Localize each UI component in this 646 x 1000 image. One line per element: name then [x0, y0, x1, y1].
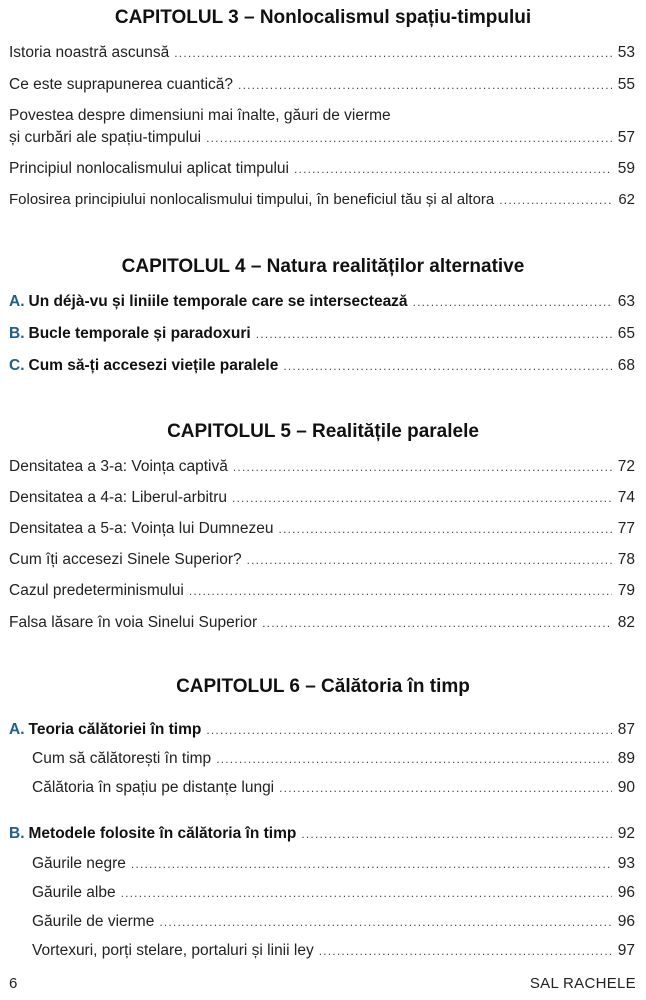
dot-leader — [247, 549, 612, 571]
toc-entry — [32, 940, 635, 962]
entry-title: Cum să-ți accesezi viețile paralele — [28, 357, 279, 374]
entry-title: Găurile albe — [32, 884, 116, 901]
dot-leader — [279, 518, 612, 540]
toc-entry — [9, 456, 635, 478]
dot-leader — [262, 612, 612, 634]
dot-leader — [283, 355, 611, 377]
entry-title: Istoria noastră ascunsă — [9, 44, 170, 61]
toc-entry — [9, 518, 635, 540]
chapter-5-title: CAPITOLUL 5 – Realitățile paralele — [167, 421, 479, 442]
dot-leader — [238, 74, 612, 96]
entry-title: Vortexuri, porți stelare, portaluri și linii ley — [32, 942, 314, 959]
entry-title: Falsa lăsare în voia Sinelui Superior — [9, 614, 258, 631]
entry-title: Teoria călătoriei în timp — [28, 721, 202, 738]
dot-leader — [294, 158, 612, 180]
toc-entry — [9, 189, 635, 211]
entry-title: Densitatea a 3-a: Voința captivă — [9, 458, 228, 475]
dot-leader — [216, 748, 612, 770]
dot-leader — [413, 291, 612, 313]
dot-leader — [319, 940, 612, 962]
entry-page-number: 96 — [617, 913, 635, 930]
footer-page-number: 6 — [9, 975, 18, 992]
dot-leader — [233, 456, 612, 478]
entry-title: Cum să călătorești în timp — [32, 750, 212, 767]
entry-page-number: 53 — [617, 44, 635, 61]
entry-page-number: 59 — [617, 160, 635, 177]
toc-entry — [9, 612, 635, 634]
section-letter: B. — [9, 825, 25, 842]
toc-entry — [9, 42, 635, 64]
chapter-3-title: CAPITOLUL 3 – Nonlocalismul spațiu-timpului — [114, 7, 532, 28]
entry-page-number: 57 — [617, 129, 635, 146]
entry-title: Un déjà-vu și liniile temporale care se intersectează — [28, 293, 408, 310]
toc-entry — [32, 777, 635, 799]
dot-leader — [499, 189, 612, 211]
toc-entry — [32, 911, 635, 933]
entry-title: Principiul nonlocalismului aplicat timpului — [9, 160, 289, 177]
entry-title: și curbări ale spațiu-timpului — [9, 129, 202, 146]
dot-leader — [121, 882, 612, 904]
entry-page-number: 79 — [617, 582, 635, 599]
entry-page-number: 96 — [617, 884, 635, 901]
entry-page-number: 97 — [617, 942, 635, 959]
entry-page-number: 63 — [617, 293, 635, 310]
chapter-4-title: CAPITOLUL 4 – Natura realităților alternative — [121, 256, 525, 277]
toc-entry — [9, 719, 635, 741]
entry-page-number: 90 — [617, 779, 635, 796]
section-letter: A. — [9, 721, 25, 738]
dot-leader — [279, 777, 612, 799]
entry-title: Găurile negre — [32, 855, 126, 872]
toc-entry — [9, 355, 635, 377]
entry-title: Cum îți accesezi Sinele Superior? — [9, 551, 242, 568]
dot-leader — [174, 42, 611, 64]
toc-entry — [9, 323, 635, 345]
entry-title-line-1: Povestea despre dimensiuni mai înalte, găuri de vierme — [9, 107, 391, 124]
section-letter: B. — [9, 325, 25, 342]
dot-leader — [131, 853, 612, 875]
entry-title: Găurile de vierme — [32, 913, 155, 930]
entry-title: Densitatea a 5-a: Voința lui Dumnezeu — [9, 520, 274, 537]
entry-page-number: 74 — [617, 489, 635, 506]
entry-title: Cazul predeterminismului — [9, 582, 184, 599]
toc-entry — [9, 487, 635, 509]
footer-author: SAL RACHELE — [529, 975, 636, 992]
dot-leader — [159, 911, 611, 933]
chapter-6-title: CAPITOLUL 6 – Călătoria în timp — [176, 676, 470, 697]
entry-page-number: 77 — [617, 520, 635, 537]
dot-leader — [189, 580, 612, 602]
toc-entry — [9, 74, 635, 96]
entry-title: Folosirea principiului nonlocalismului timpului, în beneficiul tău și al altora — [9, 191, 495, 208]
entry-page-number: 87 — [617, 721, 635, 738]
dot-leader — [206, 127, 612, 149]
toc-entry — [9, 549, 635, 571]
toc-entry — [32, 882, 635, 904]
entry-title: Metodele folosite în călătoria în timp — [28, 825, 297, 842]
entry-page-number: 78 — [617, 551, 635, 568]
dot-leader — [206, 719, 611, 741]
toc-entry — [9, 823, 635, 845]
toc-entry — [9, 291, 635, 313]
dot-leader — [232, 487, 612, 509]
toc-entry — [32, 748, 635, 770]
entry-page-number: 82 — [617, 614, 635, 631]
section-letter: A. — [9, 293, 25, 310]
entry-page-number: 68 — [617, 357, 635, 374]
entry-title: Ce este suprapunerea cuantică? — [9, 76, 234, 93]
dot-leader — [301, 823, 611, 845]
entry-page-number: 55 — [617, 76, 635, 93]
entry-page-number: 92 — [617, 825, 635, 842]
entry-page-number: 62 — [618, 191, 635, 208]
toc-entry — [9, 105, 635, 149]
section-letter: C. — [9, 357, 25, 374]
dot-leader — [256, 323, 612, 345]
entry-page-number: 65 — [617, 325, 635, 342]
toc-entry — [32, 853, 635, 875]
entry-page-number: 72 — [617, 458, 635, 475]
entry-title: Densitatea a 4-a: Liberul-arbitru — [9, 489, 227, 506]
toc-entry — [9, 580, 635, 602]
toc-entry — [9, 158, 635, 180]
entry-page-number: 89 — [617, 750, 635, 767]
entry-page-number: 93 — [617, 855, 635, 872]
entry-title: Bucle temporale și paradoxuri — [28, 325, 251, 342]
entry-title: Călătoria în spațiu pe distanțe lungi — [32, 779, 275, 796]
